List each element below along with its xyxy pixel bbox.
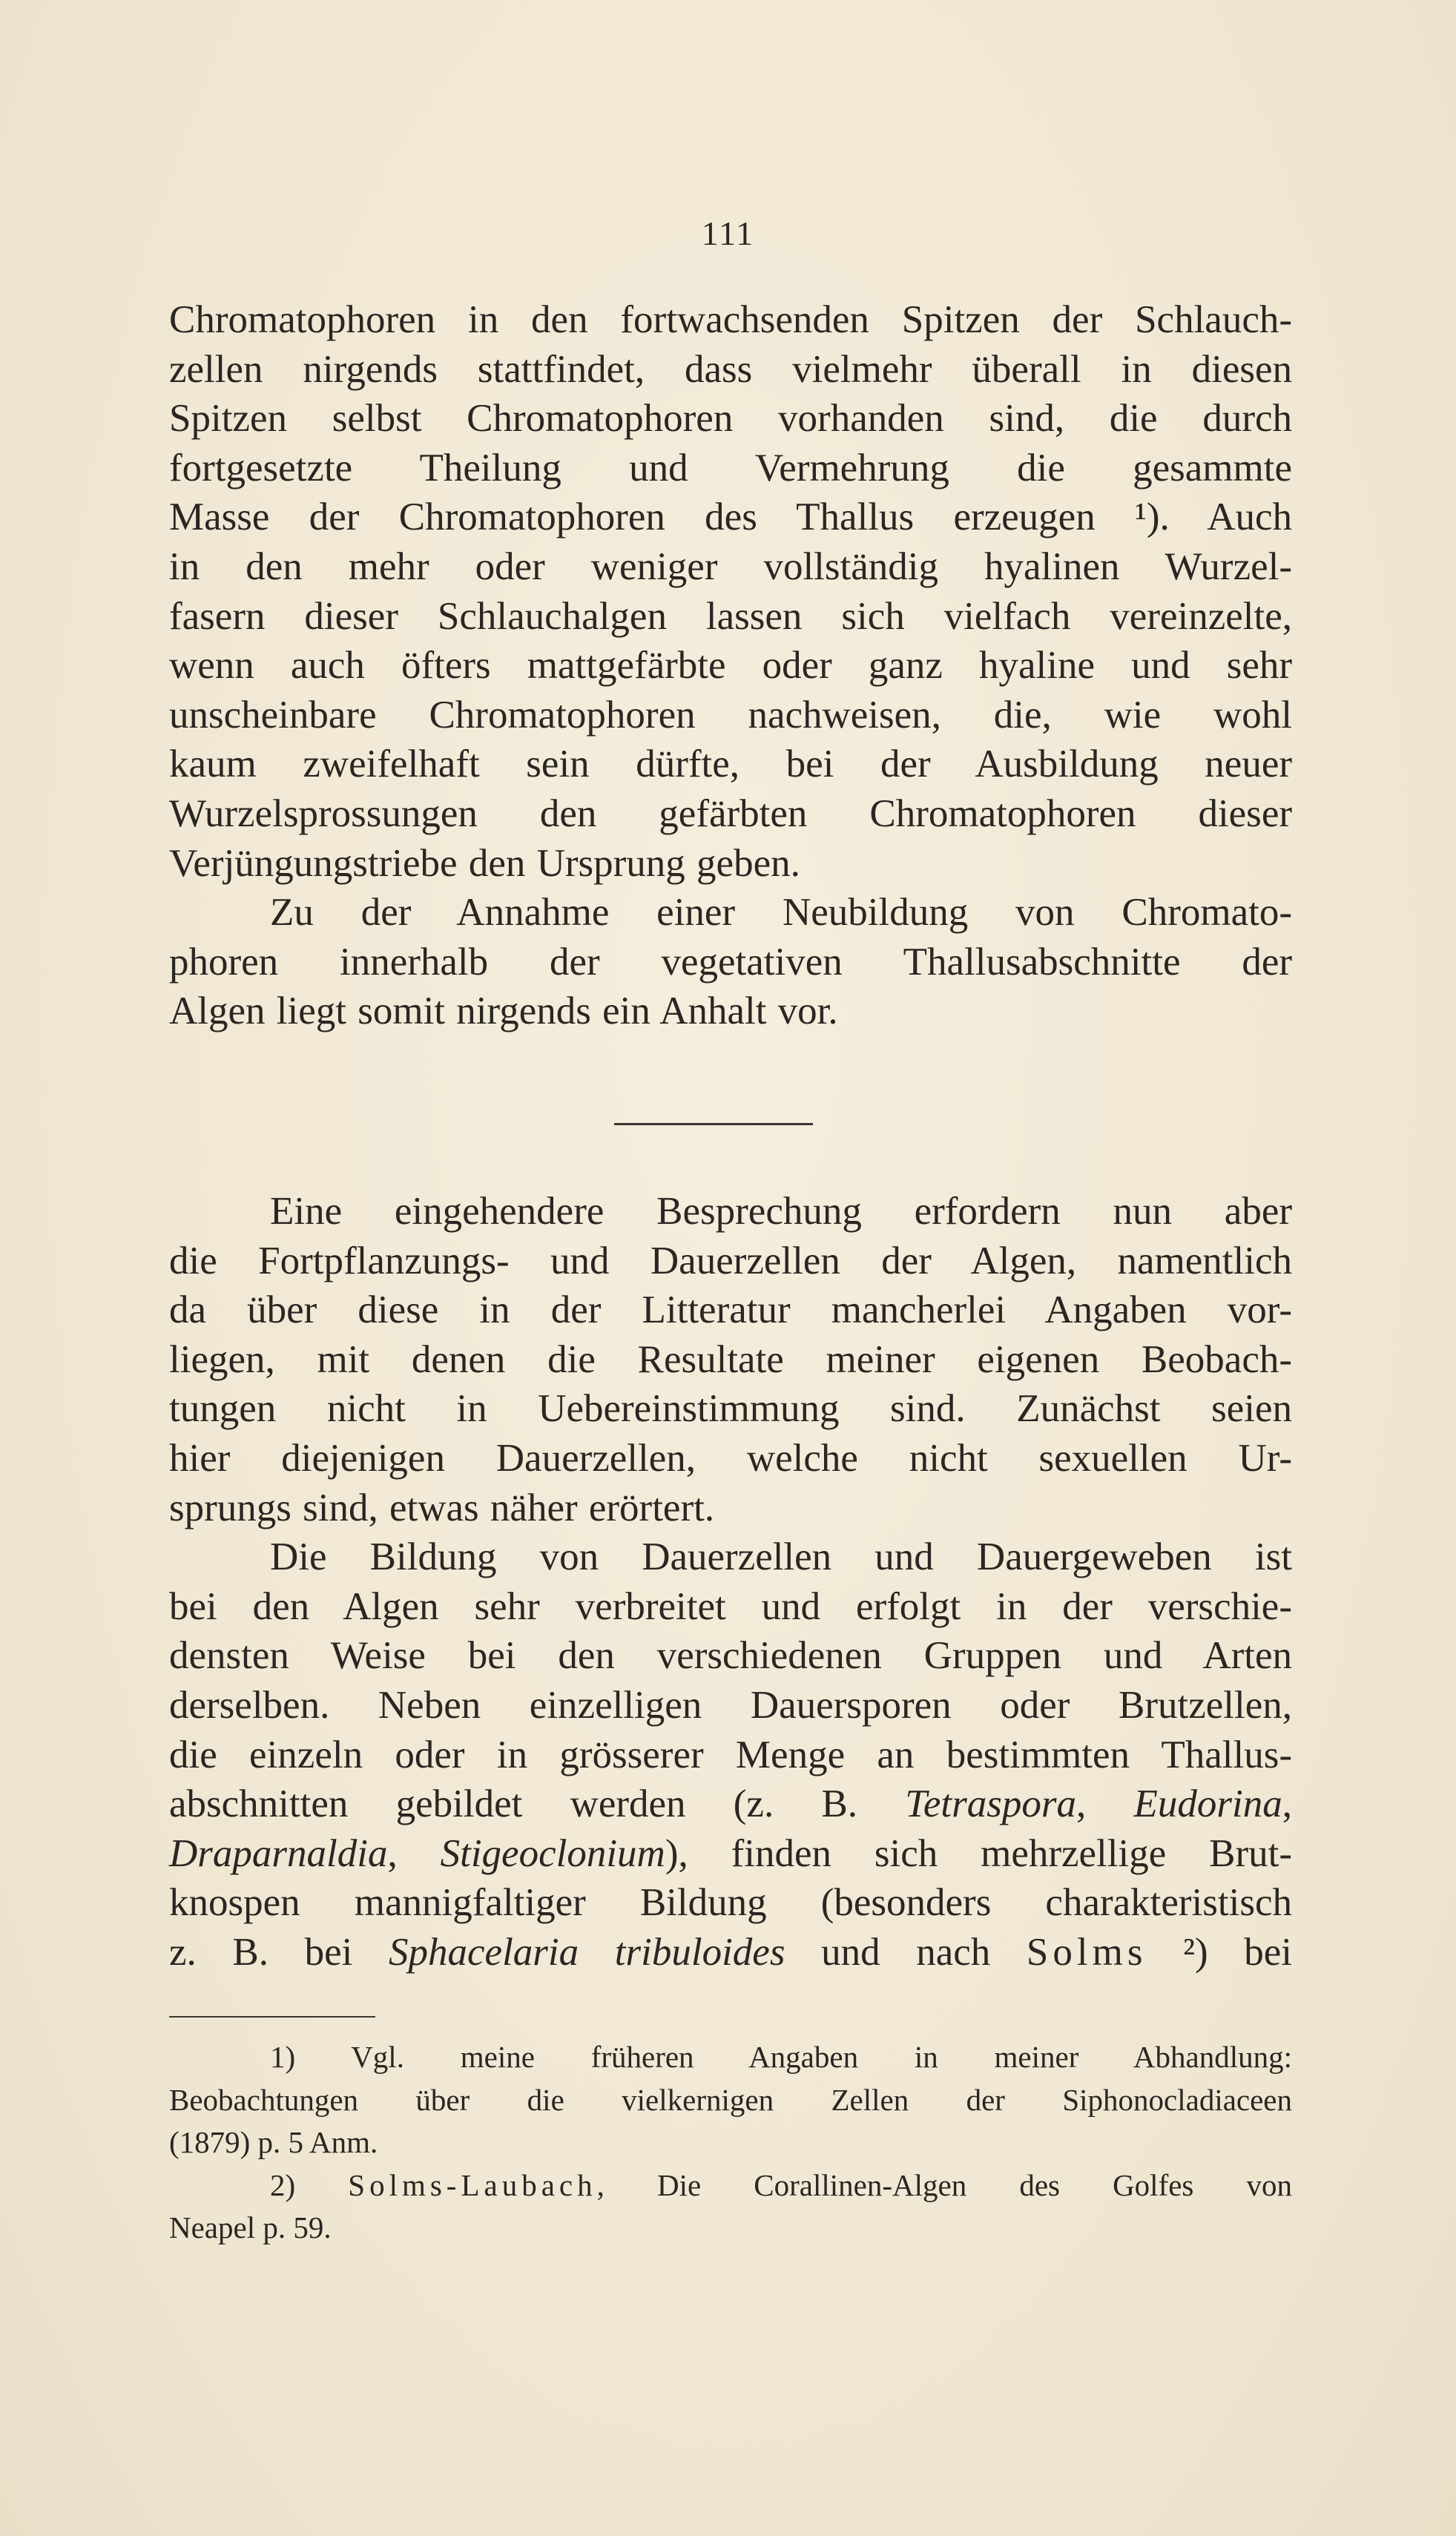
text-run: und nach: [785, 1930, 1027, 1974]
author-name-solms-laubach: Solms-Laubach: [348, 2167, 597, 2202]
text-block-lower: [169, 1187, 1292, 1977]
text-line: [169, 1928, 1292, 1977]
text-line: [169, 1779, 1292, 1829]
text-line: wenn auch öfters mattgefärbte oder ganz hyaline und sehr: [169, 644, 1292, 688]
text-line: Eine eingehendere Besprechung erfordern nun aber: [270, 1190, 1292, 1233]
text-line: hier diejenigen Dauerzellen, welche nicht sexuellen Ur-: [169, 1436, 1292, 1480]
footnote-1-line: 1) Vgl. meine früheren Angaben in meiner Abhandlung:: [270, 2040, 1292, 2074]
text-line: Algen liegt somit nirgends ein Anhalt vor.: [169, 989, 838, 1033]
text-line: unscheinbare Chromatophoren nachweisen, die, wie wohl: [169, 693, 1292, 737]
footnote-2-line: Neapel p. 59.: [169, 2210, 332, 2244]
text-line: Wurzelsprossungen den gefärbten Chromatophoren dieser: [169, 791, 1292, 835]
text-line: die einzeln oder in grösserer Menge an bestimmten Thallus-: [169, 1733, 1292, 1776]
text-line: tungen nicht in Uebereinstimmung sind. Zunächst seien: [169, 1387, 1292, 1431]
text-line: liegen, mit denen die Resultate meiner eigenen Beobach-: [169, 1337, 1292, 1381]
genus-name-eudorina: Eudorina: [1133, 1782, 1282, 1826]
text-line: zellen nirgends stattfindet, dass vielmehr überall in diesen: [169, 347, 1292, 391]
text-run: ²) bei: [1147, 1930, 1292, 1974]
text-line: sprungs sind, etwas näher erörtert.: [169, 1486, 715, 1529]
footnote-2-line: [169, 2164, 1292, 2207]
genus-name-draparnaldia: Draparnaldia: [169, 1831, 388, 1875]
footnotes: [169, 2036, 1292, 2250]
text-line: fasern dieser Schlauchalgen lassen sich vielfach vereinzelte,: [169, 594, 1292, 638]
text-line: Die Bildung von Dauerzellen und Dauergeweben ist: [270, 1535, 1292, 1579]
species-name-sphacelaria: Sphacelaria tribuloides: [389, 1930, 785, 1974]
author-name-solms: Solms: [1026, 1930, 1147, 1974]
genus-name-stigeoclonium: Stigeoclonium: [440, 1831, 665, 1875]
text-line: Chromatophoren in den fortwachsenden Spitzen der Schlauch-: [169, 298, 1292, 341]
text-run: ,: [1282, 1782, 1293, 1826]
text-run: 2): [270, 2167, 349, 2202]
page-number: 111: [701, 214, 755, 252]
text-line: Spitzen selbst Chromatophoren vorhanden sind, die durch: [169, 397, 1292, 441]
text-line: Zu der Annahme einer Neubildung von Chromato-: [270, 891, 1292, 935]
text-line: Verjüngungstriebe den Ursprung geben.: [169, 841, 800, 885]
text-run: ,: [1076, 1782, 1134, 1826]
text-line: densten Weise bei den verschiedenen Gruppen und Arten: [169, 1634, 1292, 1678]
text-run: ), finden sich mehrzellige Brut-: [665, 1831, 1292, 1875]
paragraph-dauerzellen: [169, 1532, 1292, 1977]
text-line: phoren innerhalb der vegetativen Thallusabschnitte der: [169, 940, 1292, 984]
text-line: da über diese in der Litteratur mancherlei Angaben vor-: [169, 1288, 1292, 1332]
text-line: fortgesetzte Theilung und Vermehrung die gesammte: [169, 446, 1292, 490]
text-line: bei den Algen sehr verbreitet und erfolgt in der verschie-: [169, 1584, 1292, 1628]
text-line: [169, 1829, 1292, 1879]
text-line: knospen mannigfaltiger Bildung (besonders charakteristisch: [169, 1881, 1292, 1925]
text-line: Masse der Chromatophoren des Thallus erzeugen ¹). Auch: [169, 495, 1292, 539]
genus-name-tetraspora: Tetraspora: [905, 1782, 1077, 1826]
text-line: in den mehr oder weniger vollständig hyalinen Wurzel-: [169, 544, 1292, 588]
text-run: abschnitten gebildet werden (z. B.: [169, 1782, 906, 1826]
text-line: kaum zweifelhaft sein dürfte, bei der Ausbildung neuer: [169, 742, 1292, 786]
footnote-1-line: Beobachtungen über die vielkernigen Zellen der Siphonocladiaceen: [169, 2082, 1292, 2117]
footnote-rule: [169, 2016, 375, 2018]
text-run: ,: [387, 1831, 441, 1875]
section-separator: [614, 1123, 813, 1125]
paragraph-besprechung: [169, 1187, 1292, 1532]
text-run: z. B. bei: [169, 1930, 389, 1974]
text-line: derselben. Neben einzelligen Dauersporen oder Brutzellen,: [169, 1683, 1292, 1727]
footnote-1-line: (1879) p. 5 Anm.: [169, 2125, 378, 2159]
text-line: die Fortpflanzungs- und Dauerzellen der Algen, namentlich: [169, 1239, 1292, 1282]
paragraph-chromatophoren: [169, 295, 1292, 888]
paragraph-annahme: [169, 888, 1292, 1036]
text-run: , Die Corallinen-Algen des Golfes von: [596, 2167, 1292, 2202]
text-block-upper: [169, 295, 1292, 1036]
